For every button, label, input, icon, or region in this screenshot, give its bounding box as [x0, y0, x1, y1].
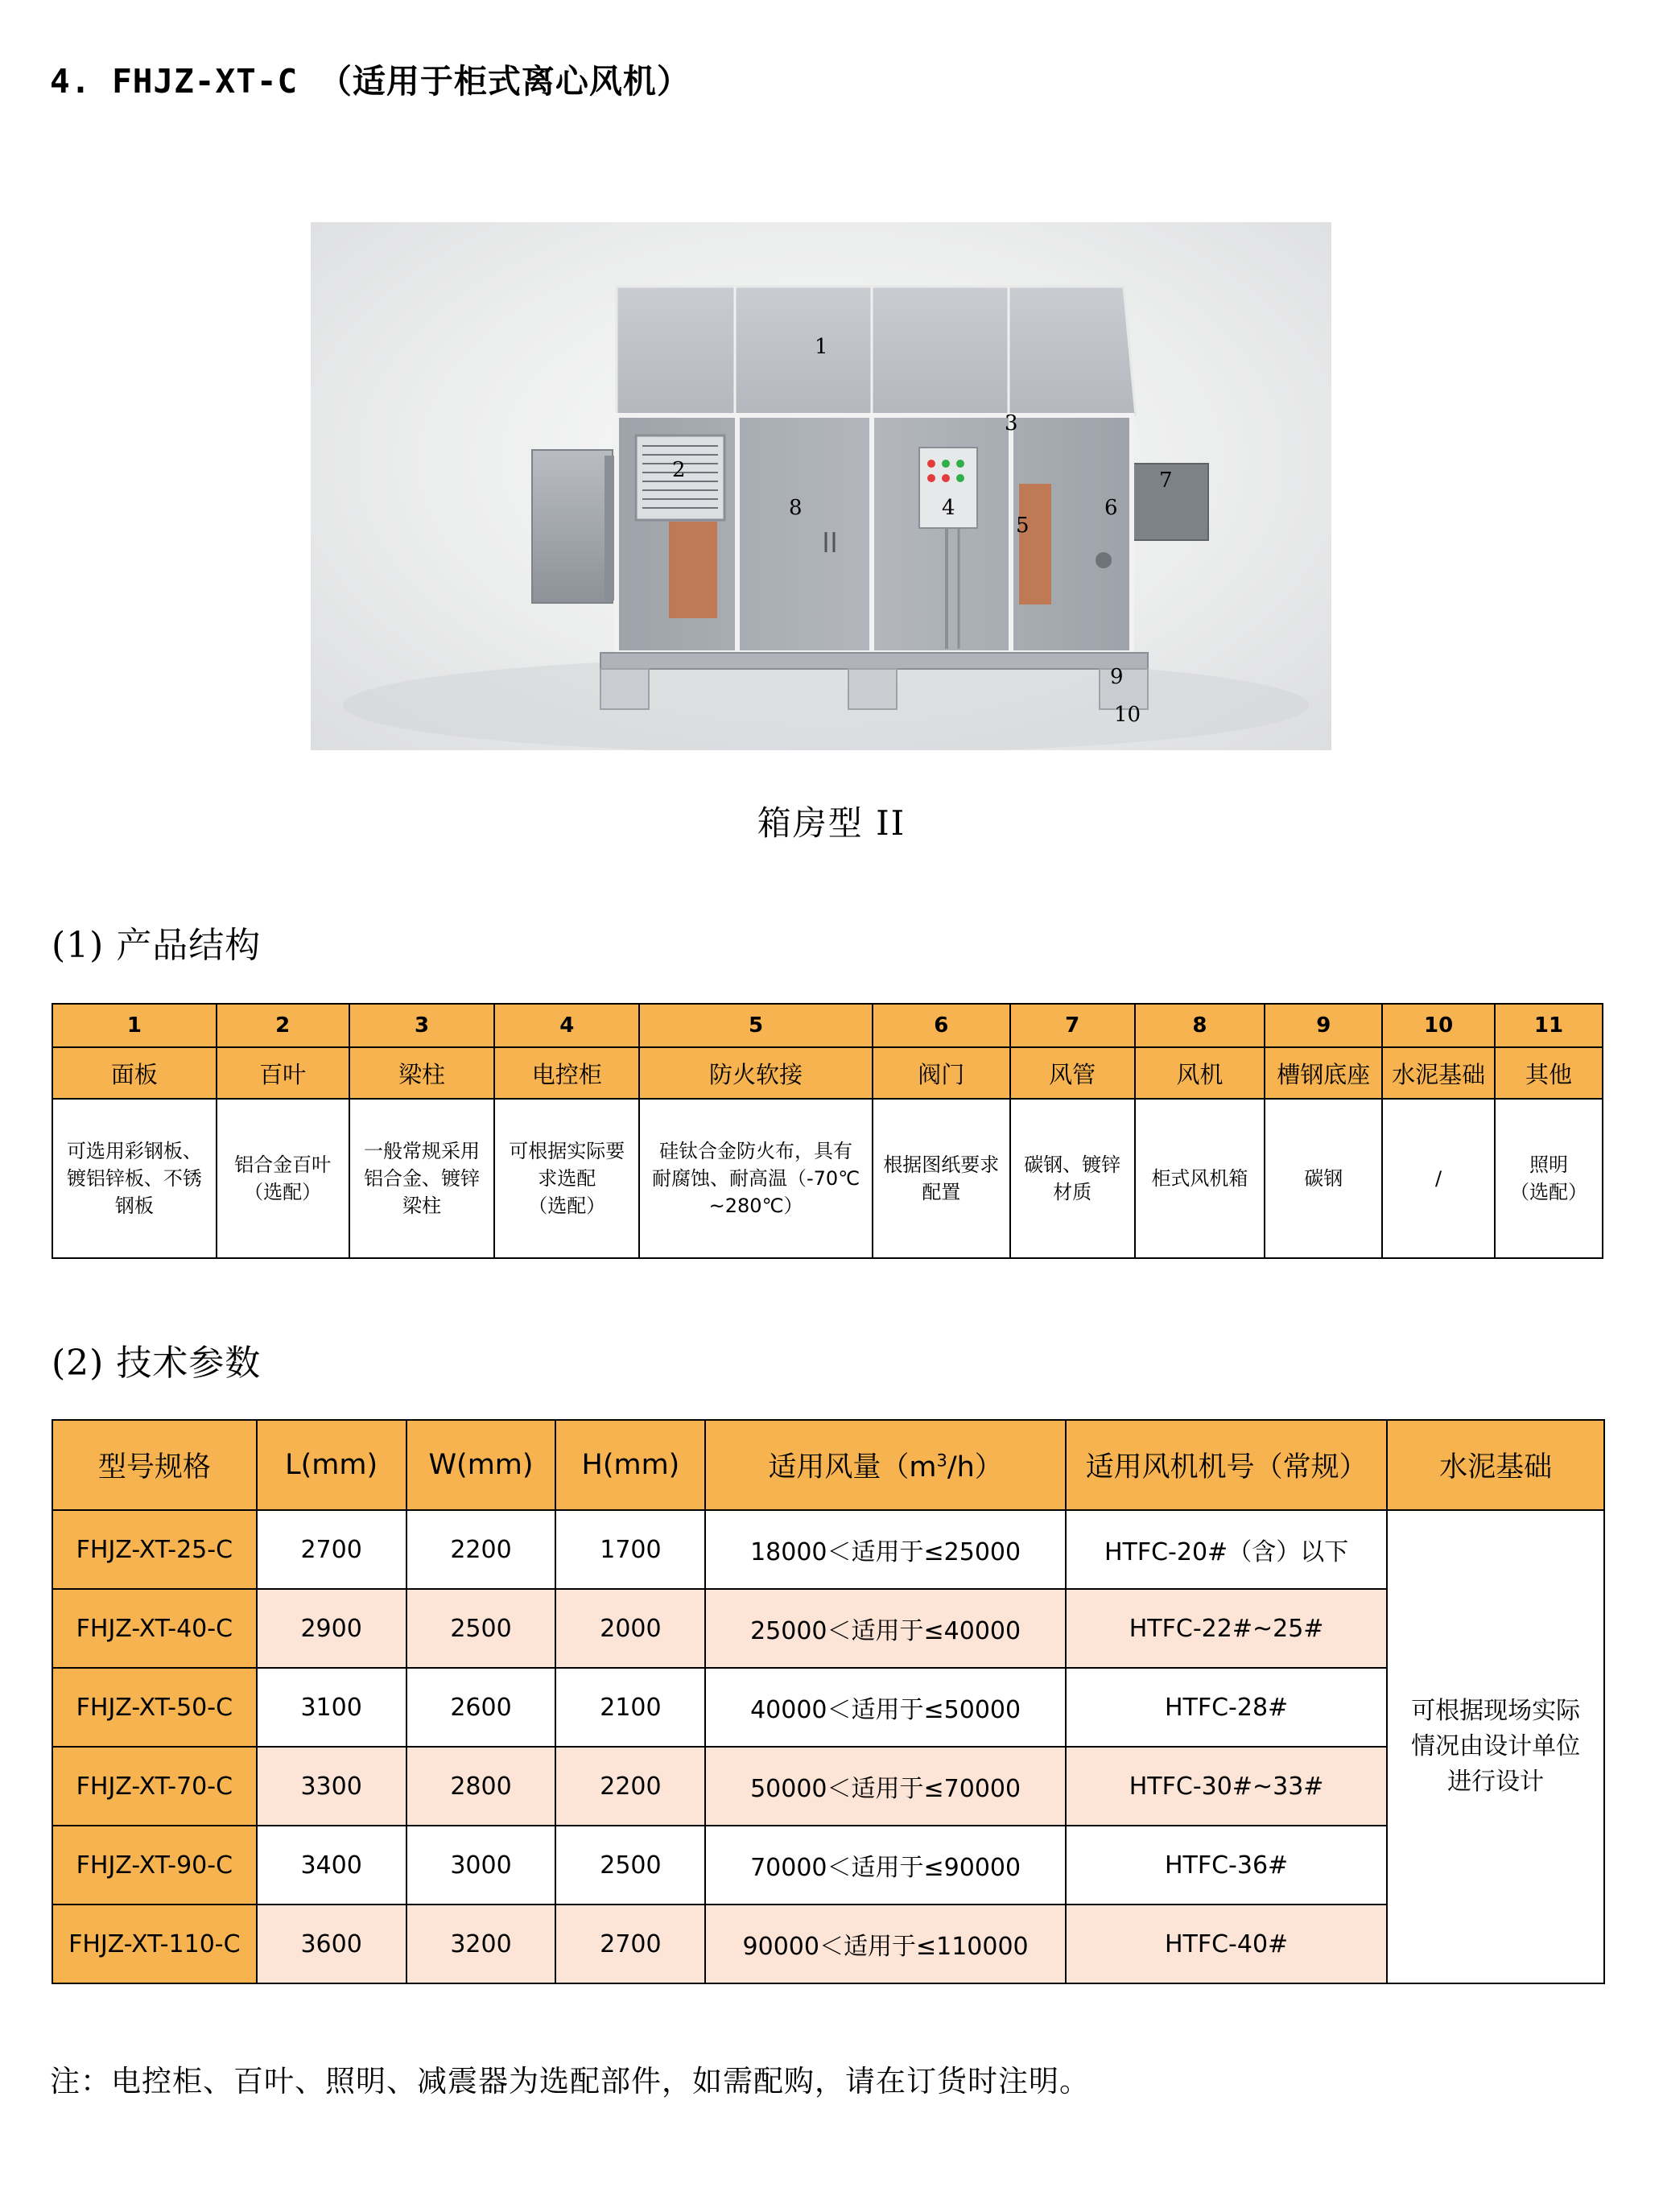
- desc-line: 碳钢: [1304, 1167, 1343, 1190]
- row-width: 3000: [406, 1826, 556, 1905]
- table-row: [52, 1668, 1604, 1747]
- header-airflow-suffix: /h）: [947, 1451, 1003, 1484]
- foundation-note-line: 情况由设计单位: [1411, 1732, 1581, 1760]
- structure-number: 2: [217, 1004, 349, 1047]
- header-airflow-prefix: 适用风量（m: [768, 1451, 937, 1484]
- heading-model: FHJZ-XT-C: [112, 62, 299, 101]
- row-height: 2000: [555, 1589, 705, 1668]
- row-length: 3400: [257, 1826, 406, 1905]
- structure-name: 槽钢底座: [1265, 1047, 1382, 1099]
- row-fan-number: HTFC-36#: [1066, 1826, 1388, 1905]
- desc-line: 一般常规采用: [363, 1140, 480, 1162]
- table-row: [52, 1905, 1604, 1983]
- desc-line: 铝合金百叶: [234, 1153, 332, 1176]
- callout-10: 10: [1114, 703, 1141, 727]
- callout-9: 9: [1110, 665, 1124, 689]
- callout-5: 5: [1016, 514, 1030, 538]
- structure-name: 百叶: [217, 1047, 349, 1099]
- param-header-row: [52, 1420, 1604, 1510]
- structure-description: [1010, 1099, 1135, 1258]
- structure-number: 4: [494, 1004, 639, 1047]
- structure-number: 5: [639, 1004, 873, 1047]
- desc-line: （选配）: [244, 1181, 322, 1203]
- row-height: 1700: [555, 1510, 705, 1589]
- product-drawing: [311, 222, 1331, 750]
- desc-line: 求选配: [538, 1167, 596, 1190]
- structure-description: [639, 1099, 873, 1258]
- desc-line: 钢板: [114, 1195, 154, 1217]
- header-height: H(mm): [555, 1420, 705, 1510]
- structure-name: 水泥基础: [1382, 1047, 1495, 1099]
- callout-3: 3: [1005, 411, 1018, 435]
- footnote: 注：电控柜、百叶、照明、减震器为选配部件，如需配购，请在订货时注明。: [50, 2064, 1090, 2099]
- structure-description-row: [52, 1099, 1603, 1258]
- row-length: 3300: [257, 1747, 406, 1826]
- row-model: FHJZ-XT-40-C: [52, 1589, 257, 1668]
- structure-name: 其他: [1495, 1047, 1603, 1099]
- structure-number: 3: [349, 1004, 495, 1047]
- technical-parameters-table: [52, 1419, 1605, 1984]
- row-length: 2900: [257, 1589, 406, 1668]
- structure-description: [494, 1099, 639, 1258]
- desc-line: 配置: [922, 1181, 961, 1203]
- table-row: [52, 1826, 1604, 1905]
- structure-number: 10: [1382, 1004, 1495, 1047]
- structure-description: [52, 1099, 217, 1258]
- desc-line: 可选用彩钢板、: [66, 1140, 202, 1162]
- callout-7: 7: [1159, 468, 1173, 493]
- desc-line: 照明: [1529, 1153, 1568, 1176]
- structure-name-row: [52, 1047, 1603, 1099]
- structure-number: 1: [52, 1004, 217, 1047]
- structure-number: 9: [1265, 1004, 1382, 1047]
- desc-line: 硅钛合金防火布，具有: [659, 1140, 853, 1162]
- foundation-note: [1387, 1510, 1604, 1983]
- section-heading: [50, 55, 691, 102]
- row-width: 2600: [406, 1668, 556, 1747]
- product-structure-table: [52, 1003, 1603, 1259]
- foundation-note-line: 可根据现场实际: [1411, 1697, 1581, 1725]
- callout-4: 4: [942, 496, 955, 520]
- desc-line: /: [1435, 1167, 1442, 1190]
- desc-line: 碳钢、镀锌: [1024, 1153, 1121, 1176]
- structure-description: [1265, 1099, 1382, 1258]
- header-airflow-sup: 3: [936, 1451, 947, 1471]
- row-airflow: 18000＜适用于≤25000: [705, 1510, 1065, 1589]
- desc-line: 根据图纸要求: [883, 1153, 1000, 1176]
- desc-line: ~280℃）: [708, 1195, 803, 1217]
- row-model: FHJZ-XT-25-C: [52, 1510, 257, 1589]
- foundation-note-line: 进行设计: [1447, 1768, 1545, 1796]
- row-fan-number: HTFC-28#: [1066, 1668, 1388, 1747]
- structure-name: 阀门: [873, 1047, 1010, 1099]
- header-foundation: 水泥基础: [1387, 1420, 1604, 1510]
- row-width: 3200: [406, 1905, 556, 1983]
- structure-name: 风机: [1135, 1047, 1265, 1099]
- row-length: 3100: [257, 1668, 406, 1747]
- header-airflow: [705, 1420, 1065, 1510]
- structure-name: 梁柱: [349, 1047, 495, 1099]
- table-row: [52, 1589, 1604, 1668]
- row-height: 2700: [555, 1905, 705, 1983]
- row-fan-number: HTFC-30#~33#: [1066, 1747, 1388, 1826]
- callout-6: 6: [1104, 496, 1118, 520]
- desc-line: （选配）: [1510, 1181, 1587, 1203]
- section-1-title: (1) 产品结构: [52, 925, 262, 966]
- row-width: 2500: [406, 1589, 556, 1668]
- header-width: W(mm): [406, 1420, 556, 1510]
- row-length: 3600: [257, 1905, 406, 1983]
- row-fan-number: HTFC-40#: [1066, 1905, 1388, 1983]
- desc-line: 材质: [1053, 1181, 1092, 1203]
- row-airflow: 50000＜适用于≤70000: [705, 1747, 1065, 1826]
- structure-description: [1382, 1099, 1495, 1258]
- row-model: FHJZ-XT-110-C: [52, 1905, 257, 1983]
- row-height: 2500: [555, 1826, 705, 1905]
- desc-line: 铝合金、镀锌: [363, 1167, 480, 1190]
- structure-name: 电控柜: [494, 1047, 639, 1099]
- row-width: 2200: [406, 1510, 556, 1589]
- structure-name: 防火软接: [639, 1047, 873, 1099]
- product-render-image: [311, 222, 1331, 750]
- structure-number: 6: [873, 1004, 1010, 1047]
- structure-description: [217, 1099, 349, 1258]
- row-model: FHJZ-XT-50-C: [52, 1668, 257, 1747]
- structure-number: 7: [1010, 1004, 1135, 1047]
- structure-number: 11: [1495, 1004, 1603, 1047]
- header-length: L(mm): [257, 1420, 406, 1510]
- structure-number-row: [52, 1004, 1603, 1047]
- structure-name: 面板: [52, 1047, 217, 1099]
- structure-description: [873, 1099, 1010, 1258]
- row-fan-number: HTFC-20#（含）以下: [1066, 1510, 1388, 1589]
- row-width: 2800: [406, 1747, 556, 1826]
- row-airflow: 70000＜适用于≤90000: [705, 1826, 1065, 1905]
- structure-name: 风管: [1010, 1047, 1135, 1099]
- table-row: [52, 1510, 1604, 1589]
- desc-line: 柜式风机箱: [1151, 1167, 1248, 1190]
- table-row: [52, 1747, 1604, 1826]
- desc-line: 镀铝锌板、不锈: [66, 1167, 202, 1190]
- structure-description: [349, 1099, 495, 1258]
- structure-number: 8: [1135, 1004, 1265, 1047]
- callout-1: 1: [815, 335, 828, 359]
- desc-line: 可根据实际要: [509, 1140, 625, 1162]
- row-fan-number: HTFC-22#~25#: [1066, 1589, 1388, 1668]
- row-airflow: 90000＜适用于≤110000: [705, 1905, 1065, 1983]
- row-length: 2700: [257, 1510, 406, 1589]
- callout-8: 8: [789, 496, 803, 520]
- row-airflow: 25000＜适用于≤40000: [705, 1589, 1065, 1668]
- section-2-title: (2) 技术参数: [52, 1343, 262, 1384]
- header-model: 型号规格: [52, 1420, 257, 1510]
- heading-subtitle: （适用于柜式离心风机）: [318, 62, 691, 101]
- heading-number: 4.: [50, 62, 92, 101]
- structure-description: [1495, 1099, 1603, 1258]
- desc-line: 耐腐蚀、耐高温（-70℃: [651, 1167, 860, 1190]
- desc-line: （选配）: [528, 1195, 606, 1217]
- row-height: 2100: [555, 1668, 705, 1747]
- callout-2: 2: [672, 458, 686, 482]
- row-airflow: 40000＜适用于≤50000: [705, 1668, 1065, 1747]
- row-model: FHJZ-XT-90-C: [52, 1826, 257, 1905]
- desc-line: 梁柱: [402, 1195, 441, 1217]
- header-fan-number: 适用风机机号（常规）: [1066, 1420, 1388, 1510]
- figure-caption: 箱房型 II: [757, 803, 906, 843]
- structure-description: [1135, 1099, 1265, 1258]
- row-height: 2200: [555, 1747, 705, 1826]
- row-model: FHJZ-XT-70-C: [52, 1747, 257, 1826]
